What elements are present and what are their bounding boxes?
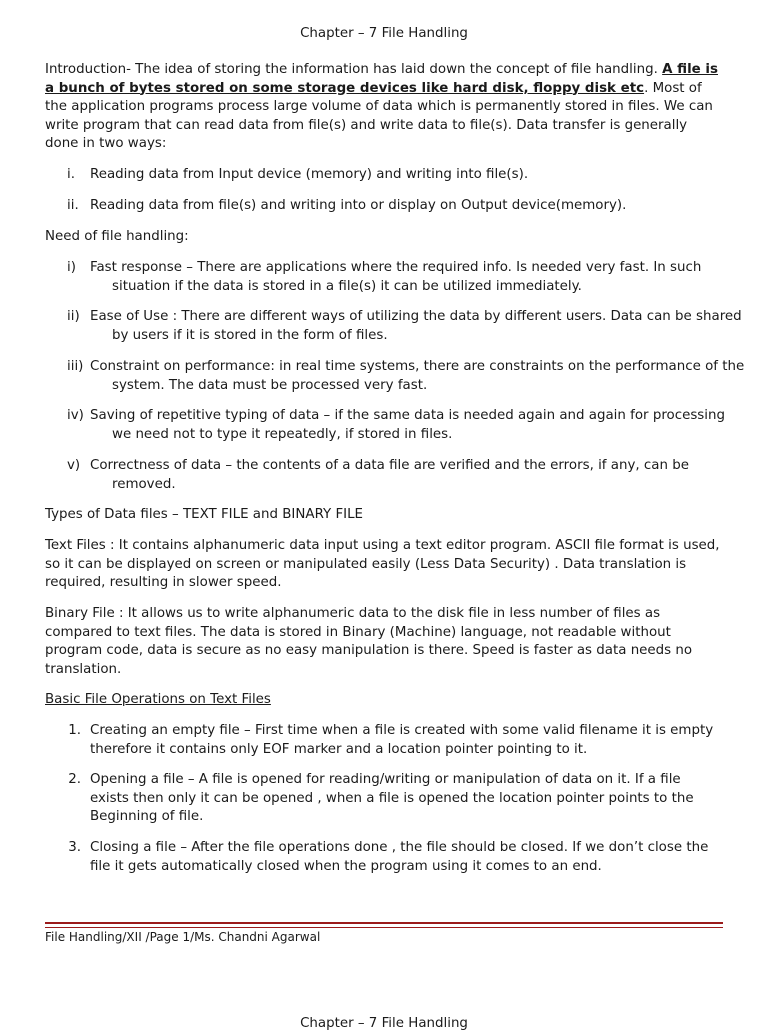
list-marker: i)	[67, 260, 76, 275]
list-marker: 3.	[68, 840, 81, 855]
page-footer: File Handling/XII /Page 1/Ms. Chandni Agarwal	[45, 930, 321, 944]
list-marker: 2.	[68, 772, 81, 787]
ops-heading: Basic File Operations on Text Files	[45, 692, 271, 707]
list-marker: ii.	[67, 198, 79, 213]
intro-text: Introduction- The idea of storing the information has laid down the concept of file handling.	[45, 62, 663, 77]
list-item-text: Opening a file – A file is opened for reading/writing or manipulation of data on it. If a file exists then only it can be opened , when a file is opened the location pointer points to the Beginning of file.	[90, 772, 694, 824]
list-item-text: Closing a file – After the file operations done , the file should be closed. If we don’t close the file it gets automatically closed when the program using it comes to an end.	[90, 840, 709, 874]
footer-rule-thin	[45, 927, 723, 928]
intro-text-continued: . Most of the application programs process large volume of data which is permanently stored in files. We can write program that can read data from file(s) and write data to file(s). Data transfer is generally done in two ways:	[45, 80, 713, 151]
types-heading: Types of Data files – TEXT FILE and BINARY FILE	[45, 507, 364, 522]
intro-paragraph	[45, 61, 723, 154]
page-title: Chapter – 7 File Handling	[300, 26, 468, 41]
list-marker: iv)	[67, 408, 84, 423]
intro-highlight: A file is a bunch of bytes stored on some storage devices like hard disk, floppy disk etc	[45, 62, 718, 96]
next-page-title: Chapter – 7 File Handling	[300, 1016, 468, 1031]
list-item-text: Constraint on performance: in real time systems, there are constraints on the performance of the system. The data must be processed very fast.	[90, 359, 745, 393]
list-item-text: Reading data from file(s) and writing into or display on Output device(memory).	[90, 198, 627, 213]
list-item-text: Fast response – There are applications where the required info. Is needed very fast. In such situation if the data is stored in a file(s) it can be utilized immediately.	[90, 260, 702, 294]
footer-rule-thick	[45, 922, 723, 924]
list-marker: i.	[67, 167, 75, 182]
list-item-text: Reading data from Input device (memory) and writing into file(s).	[90, 167, 529, 182]
list-marker: ii)	[67, 309, 80, 324]
binary-file-paragraph: Binary File : It allows us to write alphanumeric data to the disk file in less number of files as compared to text files. The data is stored in Binary (Machine) language, not readable without program code, data is secure as no easy manipulation is there. Speed is faster as data needs no translation.	[45, 606, 693, 677]
list-marker: 1.	[68, 723, 81, 738]
list-item-text: Ease of Use : There are different ways of utilizing the data by different users. Data can be shared by users if it is stored in the form of files.	[90, 309, 742, 343]
list-marker: v)	[67, 458, 81, 473]
list-item-text: Correctness of data – the contents of a data file are verified and the errors, if any, can be removed.	[90, 458, 689, 492]
text-files-paragraph: Text Files : It contains alphanumeric data input using a text editor program. ASCII file format is used, so it can be displayed on screen or manipulated easily (Less Data Security) . Data translation is required, resulting in slower speed.	[45, 538, 720, 590]
list-marker: iii)	[67, 359, 84, 374]
list-item-text: Creating an empty file – First time when a file is created with some valid filename it is empty therefore it contains only EOF marker and a location pointer pointing to it.	[90, 723, 714, 757]
need-heading: Need of file handling:	[45, 229, 189, 244]
list-item-text: Saving of repetitive typing of data – if the same data is needed again and again for processing we need not to type it repeatedly, if stored in files.	[90, 408, 725, 442]
